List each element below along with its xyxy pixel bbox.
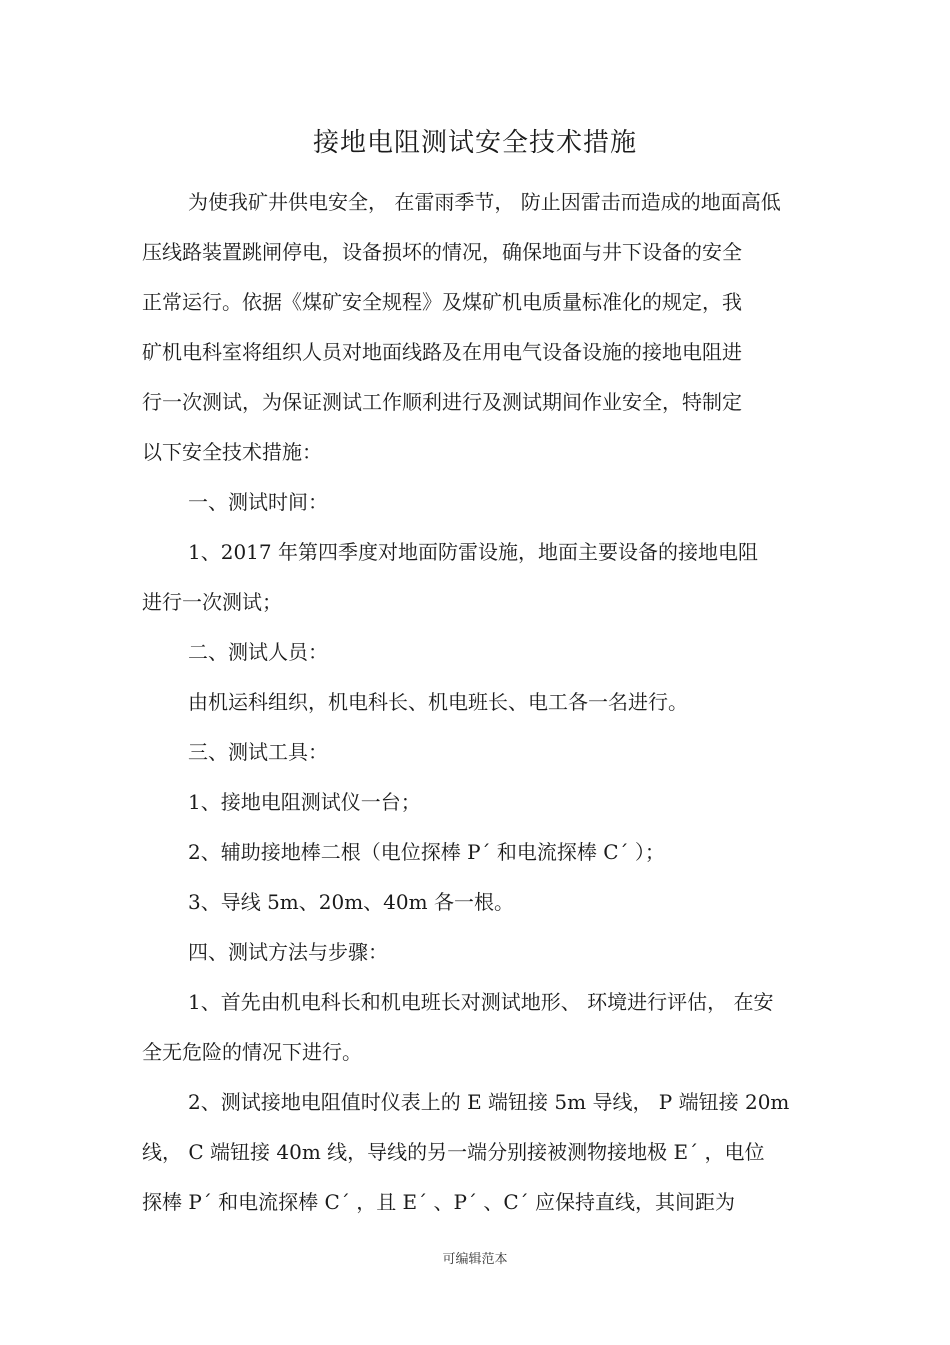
list-item: 3、导线 5m、20m、40m 各一根。 bbox=[188, 890, 514, 914]
paragraph-line: 全无危险的情况下进行。 bbox=[142, 1040, 362, 1064]
paragraph-line: 压线路装置跳闸停电，设备损坏的情况，确保地面与井下设备的安全 bbox=[142, 240, 742, 264]
paragraph-line: 进行一次测试； bbox=[142, 590, 282, 614]
paragraph-line: 以下安全技术措施： bbox=[142, 440, 322, 464]
section-heading: 三、测试工具： bbox=[188, 740, 328, 764]
paragraph-line: 线， C 端钮接 40m 线，导线的另一端分别接被测物接地极 E´ ，电位 bbox=[142, 1140, 765, 1164]
paragraph-line: 正常运行。依据《煤矿安全规程》及煤矿机电质量标准化的规定，我 bbox=[142, 290, 742, 314]
section-heading: 四、测试方法与步骤： bbox=[188, 940, 388, 964]
section-heading: 二、测试人员： bbox=[188, 640, 328, 664]
list-item: 1、首先由机电科长和机电班长对测试地形、 环境进行评估， 在安 bbox=[188, 990, 774, 1014]
paragraph-line: 为使我矿井供电安全， 在雷雨季节， 防止因雷击而造成的地面高低 bbox=[188, 190, 781, 214]
paragraph-line: 行一次测试，为保证测试工作顺利进行及测试期间作业安全，特制定 bbox=[142, 390, 742, 414]
paragraph-line: 由机运科组织，机电科长、机电班长、电工各一名进行。 bbox=[188, 690, 688, 714]
paragraph-line: 探棒 P´ 和电流探棒 C´ ，且 E´ 、P´ 、C´ 应保持直线，其间距为 bbox=[142, 1190, 735, 1214]
section-heading: 一、测试时间： bbox=[188, 490, 328, 514]
list-item: 1、接地电阻测试仪一台； bbox=[188, 790, 421, 814]
list-item: 2、辅助接地棒二根（电位探棒 P´ 和电流探棒 C´ ）； bbox=[188, 840, 665, 864]
page-footer: 可编辑范本 bbox=[442, 1252, 508, 1267]
list-item: 2、测试接地电阻值时仪表上的 E 端钮接 5m 导线， P 端钮接 20m bbox=[188, 1090, 790, 1114]
paragraph-line: 矿机电科室将组织人员对地面线路及在用电气设备设施的接地电阻进 bbox=[142, 340, 742, 364]
list-item: 1、2017 年第四季度对地面防雷设施，地面主要设备的接地电阻 bbox=[188, 540, 758, 564]
document-title: 接地电阻测试安全技术措施 bbox=[312, 128, 637, 158]
